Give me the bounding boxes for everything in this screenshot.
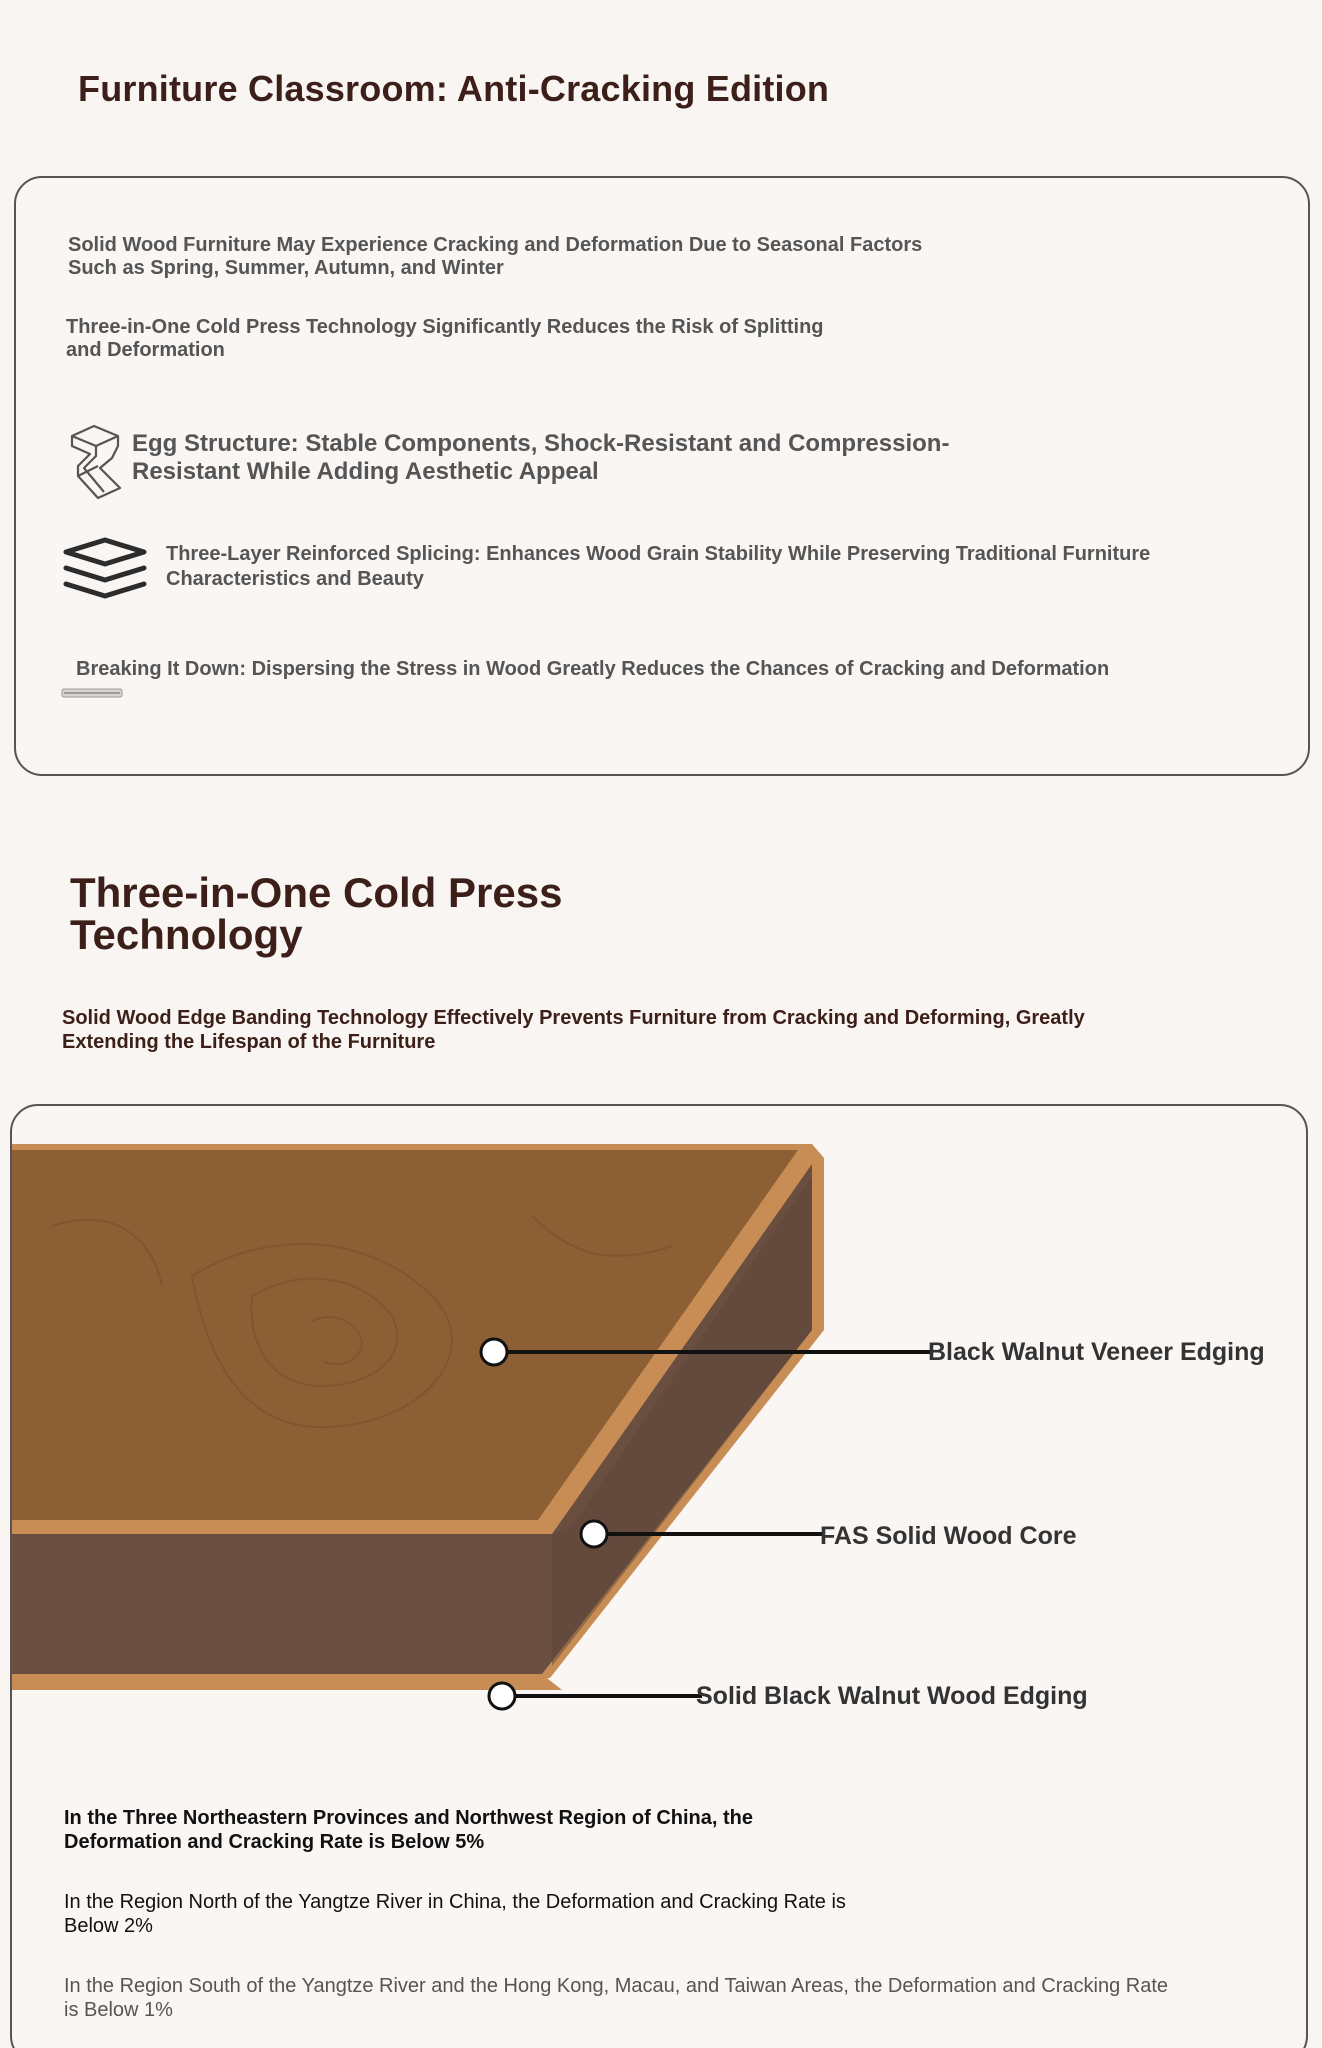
features-card [14,176,1310,776]
callout-solid-walnut-edging: Solid Black Walnut Wood Edging [696,1682,1088,1710]
stat-south-yangtze: In the Region South of the Yangtze River and the Hong Kong, Macau, and Taiwan Areas, the Deformation and Cracking Rate is Below 1% [64,1975,1169,2021]
cold-press-note: Three-in-One Cold Press Technology Significantly Reduces the Risk of Splitting and Deformation [66,316,824,361]
callout-dot-core [581,1521,607,1547]
stat-northeast: In the Three Northeastern Provinces and Northwest Region of China, the Deformation and Cracking Rate is Below 5% [64,1807,753,1853]
seasonal-note: Solid Wood Furniture May Experience Cracking and Deformation Due to Seasonal Factors Such as Spring, Summer, Autumn, and Winter [68,234,923,279]
callout-solid-wood-core: FAS Solid Wood Core [820,1522,1077,1550]
technology-subtitle: Solid Wood Edge Banding Technology Effectively Prevents Furniture from Cracking and Deforming, Greatly Extending the Lifespan of the Furniture [62,1007,1085,1053]
callout-dot-veneer [481,1339,507,1365]
stress-bar-icon [60,686,124,700]
technology-card [10,1104,1308,2048]
egg-structure-icon [64,422,128,502]
callout-dot-edging [489,1683,515,1709]
technology-title: Three-in-One Cold Press Technology [70,869,563,958]
three-layer-text: Three-Layer Reinforced Splicing: Enhances Wood Grain Stability While Preserving Traditional Furniture Characteristics and Beauty [166,543,1151,590]
page-title: Furniture Classroom: Anti-Cracking Edition [78,68,830,109]
callout-veneer-edging: Black Walnut Veneer Edging [928,1338,1265,1366]
stress-text: Breaking It Down: Dispersing the Stress in Wood Greatly Reduces the Chances of Cracking and Deformation [76,658,1110,680]
stat-north-yangtze: In the Region North of the Yangtze River in China, the Deformation and Cracking Rate is Below 2% [64,1891,846,1937]
layers-icon [60,536,150,602]
egg-structure-text: Egg Structure: Stable Components, Shock-Resistant and Compression-Resistant While Adding Aesthetic Appeal [132,430,950,485]
